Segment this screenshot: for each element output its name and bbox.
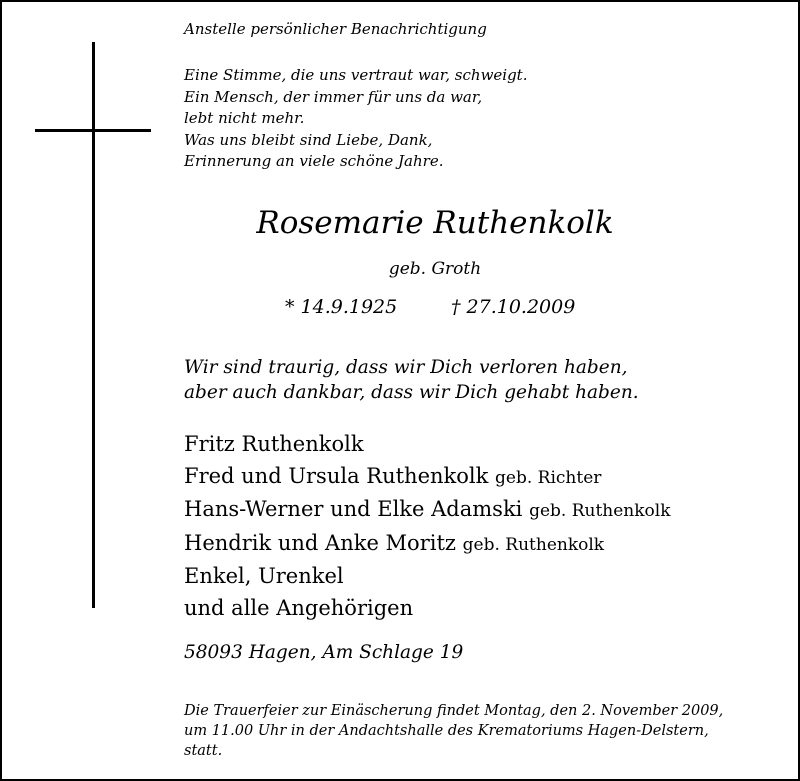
- birth-date: * 14.9.1925: [285, 296, 398, 318]
- poem-line: Was uns bleibt sind Liebe, Dank,: [184, 130, 433, 149]
- maiden-name: geb. Groth: [388, 259, 482, 279]
- family-member: [184, 561, 671, 593]
- family-member: [184, 461, 671, 495]
- notice-line: um 11.00 Uhr in der Andachtshalle des Krematoriums Hagen-Delstern,: [184, 723, 709, 739]
- poem: [184, 65, 527, 173]
- poem-line: Ein Mensch, der immer für uns da war,: [184, 87, 483, 106]
- motto-line: Wir sind traurig, dass wir Dich verloren haben,: [184, 357, 628, 378]
- notice-line: Die Trauerfeier zur Einäscherung findet Montag, den 2. November 2009,: [184, 703, 724, 719]
- family-member: [184, 528, 671, 562]
- family-member-maiden: geb. Richter: [495, 467, 602, 488]
- family-member-name: Hendrik und Anke Moritz: [184, 530, 456, 555]
- family-member-maiden: geb. Ruthenkolk: [529, 501, 671, 521]
- notice-line: statt.: [184, 743, 223, 759]
- family-member-name: Fritz Ruthenkolk: [184, 432, 364, 456]
- family-member-maiden: geb. Ruthenkolk: [462, 534, 605, 555]
- family-member-name: und alle Angehörigen: [184, 595, 414, 620]
- poem-line: Erinnerung an viele schöne Jahre.: [184, 152, 444, 170]
- death-date: † 27.10.2009: [451, 296, 576, 318]
- family-list: [184, 429, 671, 624]
- life-dates: [285, 296, 576, 318]
- family-member-name: Enkel, Urenkel: [184, 564, 344, 588]
- family-member: [184, 429, 671, 461]
- family-member: [184, 494, 671, 528]
- family-member-name: Hans-Werner und Elke Adamski: [184, 497, 523, 521]
- address: 58093 Hagen, Am Schlage 19: [184, 642, 464, 663]
- poem-line: lebt nicht mehr.: [184, 109, 305, 127]
- poem-line: Eine Stimme, die uns vertraut war, schweigt.: [184, 66, 528, 84]
- motto: [184, 355, 639, 405]
- motto-line: aber auch dankbar, dass wir Dich gehabt haben.: [184, 382, 639, 403]
- family-member-name: Fred und Ursula Ruthenkolk: [184, 463, 489, 488]
- cross-icon-bar: [35, 129, 151, 132]
- family-member: [184, 593, 671, 625]
- cross-icon: [92, 42, 95, 608]
- funeral-notice: [184, 701, 723, 761]
- deceased-name: Rosemarie Ruthenkolk: [256, 205, 614, 241]
- intro-line: Anstelle persönlicher Benachrichtigung: [184, 20, 487, 38]
